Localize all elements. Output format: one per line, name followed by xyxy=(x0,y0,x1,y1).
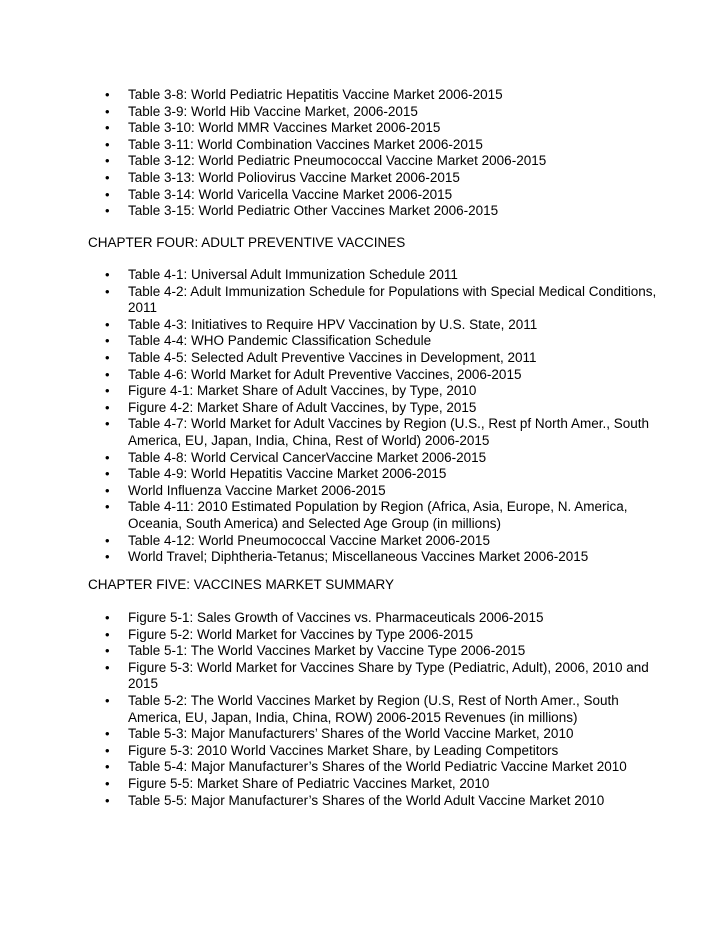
list-item xyxy=(0,153,728,170)
bullet-icon: • xyxy=(105,775,110,791)
bullet-icon: • xyxy=(105,136,110,152)
list-item xyxy=(0,170,728,187)
list-item-text: Table 4-6: World Market for Adult Preventive Vaccines, 2006-2015 xyxy=(128,366,522,382)
bullet-icon: • xyxy=(105,610,110,625)
list-item-text: Table 4-12: World Pneumococcal Vaccine Market 2006-2015 xyxy=(128,532,490,548)
list-item xyxy=(0,400,728,417)
chapter-four-heading: CHAPTER FOUR: ADULT PREVENTIVE VACCINES xyxy=(88,235,406,250)
list-item xyxy=(0,660,728,693)
list-item-text: Table 4-7: World Market for Adult Vaccines by Region (U.S., Rest pf North Amer., South America, EU, Japan, India, China, Rest of World) 2006-2015 xyxy=(128,416,649,448)
list-item-text: Table 3-9: World Hib Vaccine Market, 2006-2015 xyxy=(128,103,418,119)
list-item-text: Table 4-4: WHO Pandemic Classification Schedule xyxy=(128,333,432,349)
bullet-icon: • xyxy=(105,659,110,675)
chapter-three-list xyxy=(0,87,728,220)
chapter-four-list xyxy=(0,267,728,566)
bullet-icon: • xyxy=(105,383,110,399)
list-item xyxy=(0,104,728,121)
list-item xyxy=(0,450,728,467)
list-item-text: Table 4-8: World Cervical CancerVaccine Market 2006-2015 xyxy=(128,449,487,465)
list-item xyxy=(0,776,728,793)
list-item-text: Table 3-10: World MMR Vaccines Market 2006-2015 xyxy=(128,120,441,136)
bullet-icon: • xyxy=(105,499,110,515)
list-item xyxy=(0,333,728,350)
list-item-text: Table 4-11: 2010 Estimated Population by Region (Africa, Asia, Europe, N. America, Oceania, South America) and Selected Age Group (in millions) xyxy=(128,499,628,531)
list-item xyxy=(0,549,728,566)
bullet-icon: • xyxy=(105,186,110,202)
bullet-icon: • xyxy=(105,416,110,432)
list-item-text: Table 4-1: Universal Adult Immunization Schedule 2011 xyxy=(128,267,458,282)
list-item xyxy=(0,203,728,220)
list-item-text: Table 5-4: Major Manufacturer’s Shares of the World Pediatric Vaccine Market 2010 xyxy=(128,759,627,775)
list-item-text: Table 3-15: World Pediatric Other Vaccines Market 2006-2015 xyxy=(128,203,499,219)
list-item-text: Table 3-13: World Poliovirus Vaccine Market 2006-2015 xyxy=(128,169,460,185)
list-item xyxy=(0,743,728,760)
list-item-text: Figure 5-5: Market Share of Pediatric Vaccines Market, 2010 xyxy=(128,775,490,791)
list-item xyxy=(0,726,728,743)
bullet-icon: • xyxy=(105,349,110,365)
list-item xyxy=(0,466,728,483)
list-item xyxy=(0,120,728,137)
list-item xyxy=(0,643,728,660)
bullet-icon: • xyxy=(105,203,110,219)
bullet-icon: • xyxy=(105,103,110,119)
bullet-icon: • xyxy=(105,283,110,299)
list-item xyxy=(0,87,728,104)
list-item xyxy=(0,383,728,400)
bullet-icon: • xyxy=(105,366,110,382)
list-item-text: Table 4-9: World Hepatitis Vaccine Market 2006-2015 xyxy=(128,466,447,482)
bullet-icon: • xyxy=(105,482,110,498)
list-item-text: Table 3-11: World Combination Vaccines Market 2006-2015 xyxy=(128,136,483,152)
list-item-text: World Travel; Diphtheria-Tetanus; Miscellaneous Vaccines Market 2006-2015 xyxy=(128,549,589,565)
bullet-icon: • xyxy=(105,726,110,742)
list-item xyxy=(0,416,728,449)
bullet-icon: • xyxy=(105,532,110,548)
list-item-text: Figure 4-2: Market Share of Adult Vaccines, by Type, 2015 xyxy=(128,399,477,415)
bullet-icon: • xyxy=(105,466,110,482)
bullet-icon: • xyxy=(105,333,110,349)
list-item-text: Table 5-2: The World Vaccines Market by Region (U.S, Rest of North Amer., South America, EU, Japan, India, China, ROW) 2006-2015 Revenues (in millions) xyxy=(128,692,619,725)
list-item xyxy=(0,533,728,550)
bullet-icon: • xyxy=(105,449,110,465)
list-item xyxy=(0,483,728,500)
list-item xyxy=(0,267,728,284)
list-item-text: World Influenza Vaccine Market 2006-2015 xyxy=(128,482,386,498)
list-item-text: Figure 5-2: World Market for Vaccines by Type 2006-2015 xyxy=(128,626,474,642)
list-item-text: Table 3-12: World Pediatric Pneumococcal Vaccine Market 2006-2015 xyxy=(128,153,547,169)
bullet-icon: • xyxy=(105,643,110,659)
bullet-icon: • xyxy=(105,742,110,758)
list-item-text: Table 5-5: Major Manufacturer’s Shares of the World Adult Vaccine Market 2010 xyxy=(128,792,605,808)
list-item-text: Table 4-2: Adult Immunization Schedule for Populations with Special Medical Conditions, 2011 xyxy=(128,283,657,316)
bullet-icon: • xyxy=(105,549,110,565)
bullet-icon: • xyxy=(105,399,110,415)
bullet-icon: • xyxy=(105,153,110,169)
list-item-text: Table 4-5: Selected Adult Preventive Vaccines in Development, 2011 xyxy=(128,349,537,365)
list-item-text: Figure 4-1: Market Share of Adult Vaccines, by Type, 2010 xyxy=(128,383,477,399)
list-item xyxy=(0,317,728,334)
list-item xyxy=(0,187,728,204)
list-item-text: Table 5-3: Major Manufacturers’ Shares of the World Vaccine Market, 2010 xyxy=(128,726,574,742)
list-item xyxy=(0,610,728,627)
bullet-icon: • xyxy=(105,169,110,185)
bullet-icon: • xyxy=(105,792,110,808)
list-item-text: Figure 5-1: Sales Growth of Vaccines vs. Pharmaceuticals 2006-2015 xyxy=(128,610,544,625)
bullet-icon: • xyxy=(105,316,110,332)
list-item xyxy=(0,499,728,532)
list-item-text: Figure 5-3: 2010 World Vaccines Market Share, by Leading Competitors xyxy=(128,742,559,758)
list-item-text: Table 4-3: Initiatives to Require HPV Vaccination by U.S. State, 2011 xyxy=(128,316,538,332)
list-item-text: Table 3-8: World Pediatric Hepatitis Vaccine Market 2006-2015 xyxy=(128,87,503,102)
list-item-text: Table 5-1: The World Vaccines Market by Vaccine Type 2006-2015 xyxy=(128,643,526,659)
list-item xyxy=(0,793,728,810)
bullet-icon: • xyxy=(105,759,110,775)
bullet-icon: • xyxy=(105,87,110,102)
chapter-five-heading: CHAPTER FIVE: VACCINES MARKET SUMMARY xyxy=(88,577,395,592)
list-item xyxy=(0,137,728,154)
list-item-text: Table 3-14: World Varicella Vaccine Market 2006-2015 xyxy=(128,186,453,202)
list-item xyxy=(0,367,728,384)
list-item xyxy=(0,284,728,317)
bullet-icon: • xyxy=(105,626,110,642)
bullet-icon: • xyxy=(105,692,110,708)
bullet-icon: • xyxy=(105,267,110,282)
chapter-five-list xyxy=(0,610,728,809)
list-item-text: Figure 5-3: World Market for Vaccines Share by Type (Pediatric, Adult), 2006, 2010 and 2015 xyxy=(128,659,649,692)
list-item xyxy=(0,350,728,367)
list-item xyxy=(0,693,728,726)
list-item xyxy=(0,759,728,776)
bullet-icon: • xyxy=(105,120,110,136)
list-item xyxy=(0,627,728,644)
